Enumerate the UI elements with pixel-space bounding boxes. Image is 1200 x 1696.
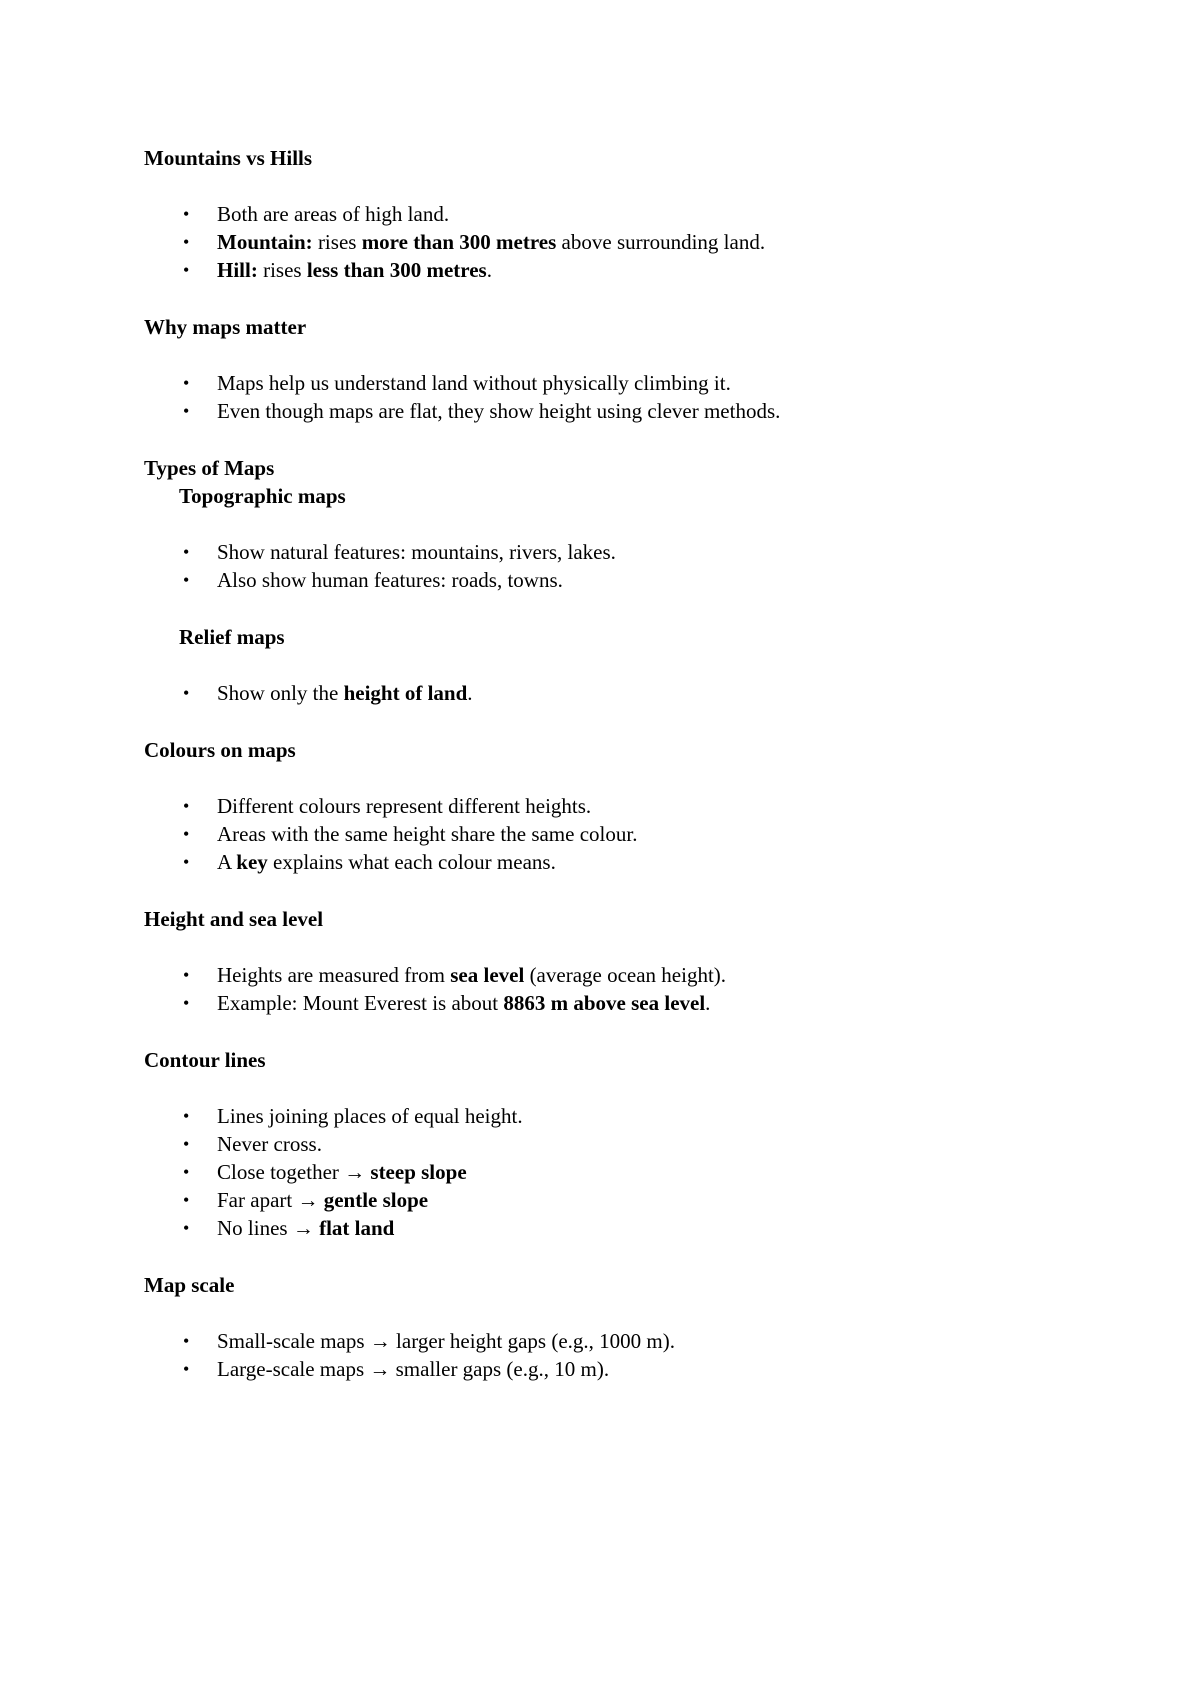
list-item-text: Example: Mount Everest is about 8863 m above sea level.: [217, 991, 711, 1015]
bullet-icon: •: [183, 1106, 190, 1126]
bullet-icon: •: [183, 1331, 190, 1351]
bullet-icon: •: [183, 965, 190, 985]
list-item-text: Show only the height of land.: [217, 681, 473, 705]
list-item-text: Lines joining places of equal height.: [217, 1104, 523, 1128]
bullet-icon: •: [183, 204, 190, 224]
bullet-icon: •: [183, 232, 190, 252]
list-item-text: Close together → steep slope: [217, 1160, 467, 1184]
bullet-icon: •: [183, 1190, 190, 1210]
bullet-icon: •: [183, 796, 190, 816]
heading-types-of-maps: Types of Maps: [144, 456, 275, 480]
bullet-icon: •: [183, 373, 190, 393]
heading-colours-on-maps: Colours on maps: [144, 738, 296, 762]
list-item-text: A key explains what each colour means.: [217, 850, 556, 874]
list-item-text: Maps help us understand land without physically climbing it.: [217, 371, 731, 395]
list-item-text: Mountain: rises more than 300 metres above surrounding land.: [217, 230, 766, 254]
list-item-text: No lines → flat land: [217, 1216, 395, 1240]
list-item-text: Also show human features: roads, towns.: [217, 568, 563, 592]
bullet-icon: •: [183, 1359, 190, 1379]
list-item-text: Show natural features: mountains, rivers, lakes.: [217, 540, 616, 564]
list-item-text: Heights are measured from sea level (average ocean height).: [217, 963, 727, 987]
list-item-text: Small-scale maps → larger height gaps (e.g., 1000 m).: [217, 1329, 676, 1353]
list-item-text: Even though maps are flat, they show height using clever methods.: [217, 399, 781, 423]
list-item-text: Hill: rises less than 300 metres.: [217, 258, 492, 282]
bullet-icon: •: [183, 852, 190, 872]
heading-height-and-sea-level: Height and sea level: [144, 907, 324, 931]
bullet-icon: •: [183, 993, 190, 1013]
heading-contour-lines: Contour lines: [144, 1048, 266, 1072]
subheading-relief-maps: Relief maps: [179, 625, 285, 649]
heading-map-scale: Map scale: [144, 1273, 235, 1297]
bullet-icon: •: [183, 1162, 190, 1182]
heading-mountains-vs-hills: Mountains vs Hills: [144, 146, 313, 170]
heading-why-maps-matter: Why maps matter: [144, 315, 307, 339]
subheading-topographic-maps: Topographic maps: [179, 484, 346, 508]
list-item-text: Both are areas of high land.: [217, 202, 450, 226]
bullet-icon: •: [183, 260, 190, 280]
bullet-icon: •: [183, 570, 190, 590]
bullet-icon: •: [183, 542, 190, 562]
list-item-text: Far apart → gentle slope: [217, 1188, 429, 1212]
list-item-text: Large-scale maps → smaller gaps (e.g., 10 m).: [217, 1357, 610, 1381]
list-item-text: Never cross.: [217, 1132, 322, 1156]
list-item-text: Areas with the same height share the same colour.: [217, 822, 638, 846]
bullet-icon: •: [183, 824, 190, 844]
bullet-icon: •: [183, 1134, 190, 1154]
bullet-icon: •: [183, 683, 190, 703]
bullet-icon: •: [183, 401, 190, 421]
list-item-text: Different colours represent different heights.: [217, 794, 592, 818]
bullet-icon: •: [183, 1218, 190, 1238]
